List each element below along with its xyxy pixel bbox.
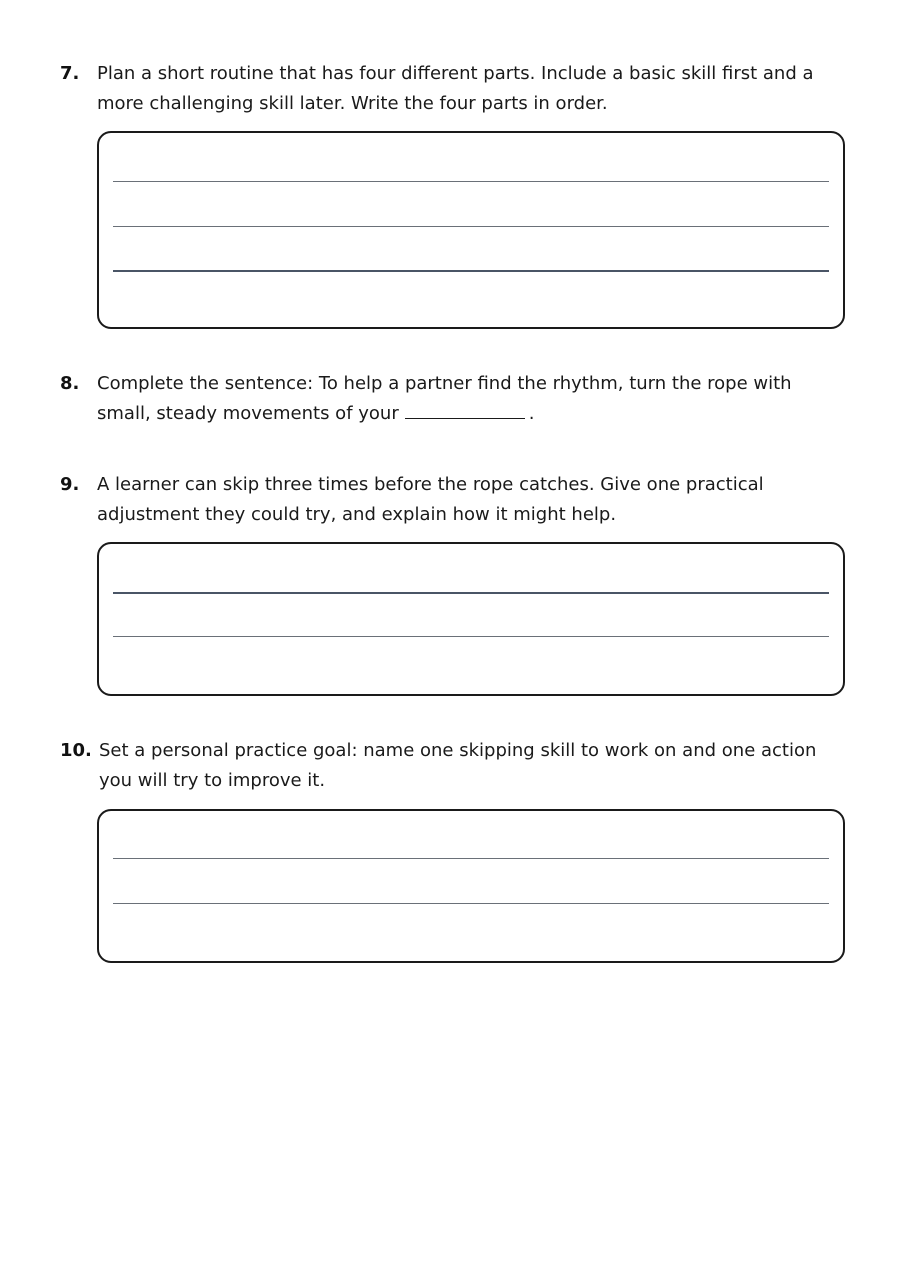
question-text-line: Set a personal practice goal: name one skipping skill to work on and one action [99, 740, 817, 761]
writing-line [113, 858, 829, 859]
sentence-end: . [528, 403, 535, 424]
writing-line [113, 636, 829, 637]
fill-in-blank[interactable] [405, 400, 525, 419]
answer-box-7[interactable] [97, 131, 845, 329]
question-text-line: more challenging skill later. Write the four parts in order. [97, 93, 608, 114]
answer-box-10[interactable] [97, 809, 845, 963]
question-number: 7. [60, 63, 80, 84]
question-text-line: adjustment they could try, and explain how it might help. [97, 504, 617, 525]
question-text-line: A learner can skip three times before the rope catches. Give one practical [97, 474, 764, 495]
writing-line [113, 270, 829, 272]
question-number: 9. [60, 474, 80, 495]
question-number: 8. [60, 373, 80, 394]
question-text [99, 736, 839, 796]
question-text [97, 369, 837, 429]
question-number: 10. [60, 740, 92, 761]
question-text [97, 59, 837, 119]
writing-line [113, 181, 829, 182]
question-text [97, 470, 837, 530]
question-text-line: Plan a short routine that has four different parts. Include a basic skill first and a [97, 63, 814, 84]
question-text-line: Complete the sentence: To help a partner find the rhythm, turn the rope with [97, 373, 792, 394]
question-text-line [97, 399, 837, 429]
writing-line [113, 592, 829, 594]
sentence-start: small, steady movements of your [97, 403, 399, 424]
writing-line [113, 903, 829, 904]
answer-box-9[interactable] [97, 542, 845, 696]
writing-line [113, 226, 829, 227]
question-text-line: you will try to improve it. [99, 770, 326, 791]
